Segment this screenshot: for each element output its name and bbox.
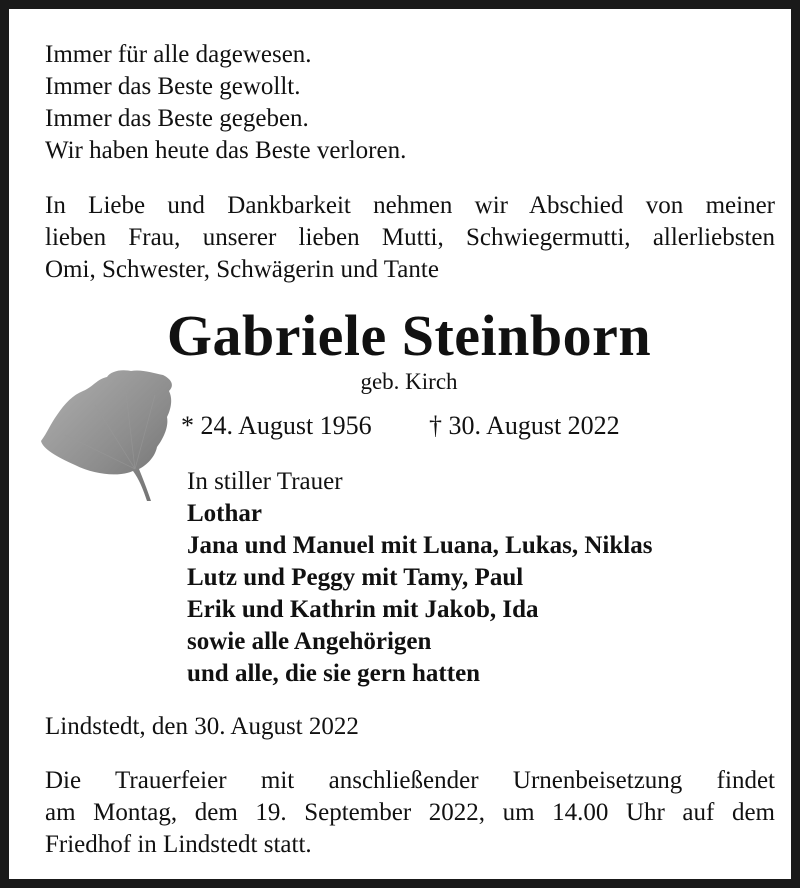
- ginkgo-leaf-icon: [35, 365, 185, 505]
- mourner-line: Erik und Kathrin mit Jakob, Ida: [187, 596, 539, 623]
- poem-line: Immer das Beste gegeben.: [45, 105, 309, 132]
- mourner-line: und alle, die sie gern hatten: [187, 660, 481, 687]
- farewell-line: lieben Frau, unserer lieben Mutti, Schwiegermutti, allerliebsten: [45, 224, 775, 251]
- maiden-name: geb. Kirch: [360, 369, 458, 394]
- mourner-line: Lutz und Peggy mit Tamy, Paul: [187, 564, 524, 591]
- poem-line: Wir haben heute das Beste verloren.: [45, 137, 407, 164]
- funeral-service-info: [45, 765, 775, 861]
- mourners: [187, 466, 652, 690]
- poem-line: Immer das Beste gewollt.: [45, 73, 301, 100]
- farewell-line: Omi, Schwester, Schwägerin und Tante: [45, 256, 439, 283]
- poem-line: Immer für alle dagewesen.: [45, 41, 312, 68]
- death-date: † 30. August 2022: [429, 411, 620, 440]
- place-and-date: Lindstedt, den 30. August 2022: [45, 713, 359, 740]
- mourner-line: Jana und Manuel mit Luana, Lukas, Niklas: [187, 532, 653, 559]
- poem: [45, 39, 406, 167]
- farewell-text: [45, 190, 775, 286]
- service-line: am Montag, dem 19. September 2022, um 14.00 Uhr auf dem: [45, 799, 775, 826]
- deceased-name: Gabriele Steinborn: [166, 303, 652, 368]
- mourning-heading: In stiller Trauer: [187, 468, 343, 495]
- service-line: Friedhof in Lindstedt statt.: [45, 831, 312, 858]
- birth-date: * 24. August 1956: [181, 411, 372, 440]
- mourner-line: Lothar: [187, 500, 262, 527]
- mourner-line: sowie alle Angehörigen: [187, 628, 432, 655]
- farewell-line: In Liebe und Dankbarkeit nehmen wir Abschied von meiner: [45, 192, 775, 219]
- service-line: Die Trauerfeier mit anschließender Urnenbeisetzung findet: [45, 767, 775, 794]
